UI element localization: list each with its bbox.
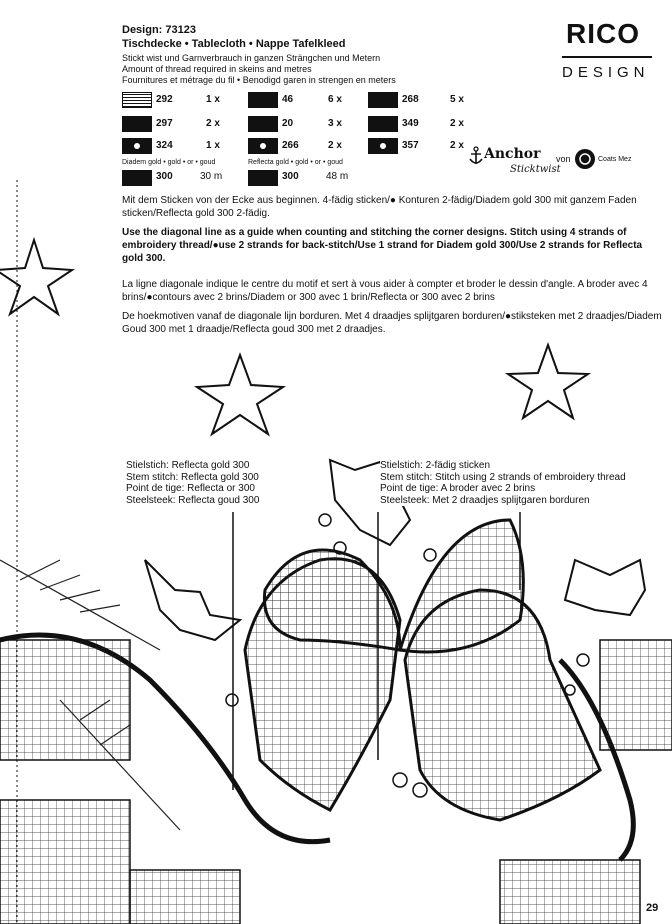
header-sub-de: Stickt wist und Garnverbrauch in ganzen Strängchen und Metern bbox=[122, 53, 381, 63]
swatch-297: 297 2 x bbox=[122, 116, 232, 132]
design-title: Tischdecke • Tablecloth • Nappe Tafelkleed bbox=[122, 38, 346, 50]
page-number: 29 bbox=[646, 902, 659, 914]
anchor-von: von bbox=[556, 154, 571, 164]
anchor-sticktwist: Sticktwist bbox=[510, 164, 561, 175]
swatch-46: 46 6 x bbox=[248, 92, 358, 108]
header-sub-fr-nl: Fournitures et métrage du fil • Benodigd garen in strengen en meters bbox=[122, 75, 396, 85]
swatch-268: 268 5 x bbox=[368, 92, 478, 108]
instructions-en: Use the diagonal line as a guide when counting and stitching the corner designs. Stitch using 4 strands of embroidery thread/●use 2 strands for back-stitch/Use 1 strand for Diadem gold 300/Use 2 strands for Reflecta gold 300. bbox=[122, 227, 643, 264]
label-stem-stitch-left: Stielstich: Reflecta gold 300 Stem stitch: Reflecta gold 300 Point de tige: Reflecta or 300 Steelsteek: Reflecta goud 300 bbox=[126, 460, 260, 506]
reflecta-code: 300 bbox=[282, 171, 299, 182]
swatch-357: 357 2 x bbox=[368, 138, 478, 154]
swatch-292: 292 1 x bbox=[122, 92, 232, 108]
swatch-266: 266 2 x bbox=[248, 138, 358, 154]
design-number: Design: 73123 bbox=[122, 24, 196, 36]
bow-icon bbox=[264, 550, 400, 650]
diadem-length: 30 m bbox=[200, 171, 223, 182]
header-sub-en: Amount of thread required in skeins and metres bbox=[122, 64, 312, 74]
diadem-label: Diadem gold • gold • or • goud bbox=[122, 159, 216, 166]
label-stem-stitch-right: Stielstich: 2-fädig sticken Stem stitch: Stitch using 2 strands of embroidery thread Point de tige: A broder avec 2 brins Steelsteek: Met 2 draadjes splijtgaren borduren bbox=[380, 460, 626, 506]
swatch-349: 349 2 x bbox=[368, 116, 478, 132]
anchor-brand: Anchor bbox=[484, 146, 541, 162]
instructions-de: Mit dem Sticken von der Ecke aus beginnen. 4-fädig sticken/● Konturen 2-fädig/Diadem gold 300 mit ganzem Faden sticken/Reflecta gold 300 2-fädig. bbox=[122, 195, 637, 219]
star-left-icon bbox=[0, 240, 72, 314]
star-right-icon bbox=[508, 345, 588, 418]
instructions-nl: De hoekmotiven vanaf de diagonale lijn borduren. Met 4 draadjes splijtgaren borduren/●stiksteken met 2 draadjes/Diadem Goud 300 met 1 draadje/Reflecta goud 300 met 2 draadjes. bbox=[122, 311, 662, 335]
star-middle-icon bbox=[197, 355, 283, 434]
bow-icon bbox=[400, 520, 523, 652]
holly-leaf-icon bbox=[565, 560, 645, 615]
reflecta-label: Reflecta gold • gold • or • goud bbox=[248, 159, 343, 166]
swatch-20: 20 3 x bbox=[248, 116, 358, 132]
reflecta-length: 48 m bbox=[326, 171, 349, 182]
diadem-code: 300 bbox=[156, 171, 173, 182]
coats-brand: Coats Mez bbox=[598, 156, 632, 163]
brand-logo-rico: RICO bbox=[566, 18, 640, 49]
holly-leaf-icon bbox=[145, 560, 240, 640]
instructions-fr: La ligne diagonale indique le centre du motif et sert à vous aider à compter et broder le dessin d'angle. A broder avec 4 brins/●contours avec 2 brins/Diadem or 300 avec 1 brin/Reflecta or 300 avec 2 brins bbox=[122, 279, 648, 303]
brand-logo-design: DESIGN bbox=[562, 64, 650, 81]
swatch-324: 324 1 x bbox=[122, 138, 232, 154]
